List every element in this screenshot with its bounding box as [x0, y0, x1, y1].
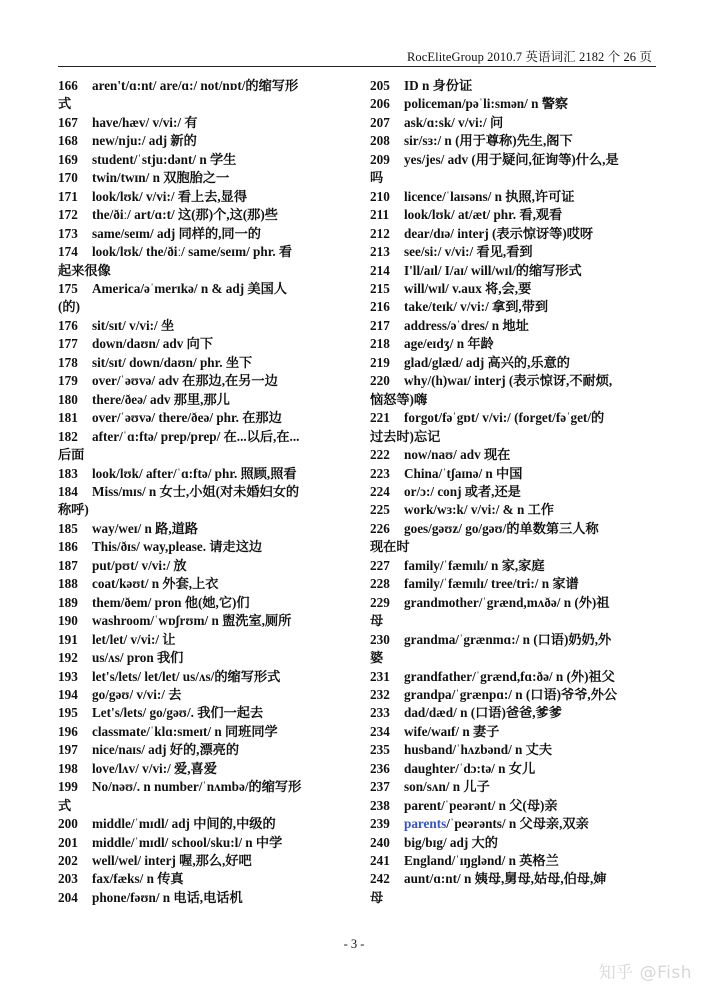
- vocab-entry: [370, 151, 662, 188]
- entry-number: 177: [58, 336, 78, 352]
- entry-text: way/weɪ/ n 路,道路: [92, 520, 198, 536]
- entry-number: 179: [58, 373, 78, 389]
- vocab-entry: [58, 834, 350, 852]
- entry-number: 224: [370, 483, 390, 499]
- entry-number: 207: [370, 114, 390, 130]
- entry-text: parents/ˈpeərənts/ n 父母亲,双亲: [404, 816, 589, 832]
- entry-text: sir/sɜ:/ n (用于尊称)先生,阁下: [404, 133, 573, 149]
- entry-number: 195: [58, 705, 78, 721]
- vocab-entry: [58, 169, 350, 187]
- entry-text: why/(h)waɪ/ interj (表示惊讶,不耐烦,: [404, 373, 613, 389]
- vocab-entry: [370, 760, 662, 778]
- entry-text: middle/ˈmɪdl/ adj 中间的,中级的: [92, 816, 276, 832]
- entry-text: age/eɪdʒ/ n 年龄: [404, 336, 494, 352]
- entry-text: coat/kəʊt/ n 外套,上衣: [92, 576, 219, 592]
- vocab-entry: [370, 557, 662, 575]
- entry-text: now/naʊ/ adv 现在: [404, 447, 511, 463]
- entry-number: 222: [370, 447, 390, 463]
- vocab-entry: [58, 870, 350, 888]
- right-column: [370, 77, 662, 907]
- page-header: [58, 46, 656, 67]
- vocab-entry: [58, 557, 350, 575]
- entry-text: will/wɪl/ v.aux 将,会,要: [404, 280, 532, 296]
- watermark: 知乎 @Fish: [598, 963, 692, 983]
- entry-text: licence/ˈlaɪsəns/ n 执照,许可证: [404, 188, 575, 204]
- entry-continuation: 母: [370, 613, 384, 629]
- entry-text: phone/fəʊn/ n 电话,电话机: [92, 889, 243, 905]
- entry-text: grandpa/ˈgrænpɑ:/ n (口语)爷爷,外公: [404, 686, 618, 702]
- entry-number: 173: [58, 225, 78, 241]
- entry-number: 219: [370, 354, 390, 370]
- vocab-entry: [370, 834, 662, 852]
- entry-number: 167: [58, 114, 78, 130]
- entry-text: ID n 身份证: [404, 78, 473, 93]
- entry-continuation: 过去时)忘记: [370, 428, 441, 444]
- entry-text: big/bɪg/ adj 大的: [404, 834, 498, 850]
- entry-text: look/lʊk/ at/æt/ phr. 看,观看: [404, 207, 563, 223]
- entry-number: 209: [370, 151, 390, 167]
- entry-text: look/lʊk/ v/vi:/ 看上去,显得: [92, 188, 248, 204]
- entry-text: forgot/fəˈgɒt/ v/vi:/ (forget/fəˈget/的: [404, 410, 605, 426]
- vocab-entry: [58, 668, 350, 686]
- entry-text: nice/naɪs/ adj 好的,漂亮的: [92, 742, 240, 758]
- entry-number: 205: [370, 78, 390, 93]
- entry-text: over/ˈəʊvə/ adv 在那边,在另一边: [92, 373, 278, 389]
- entry-number: 211: [370, 207, 390, 223]
- entry-text: look/lʊk/ the/ðiː/ same/seɪm/ phr. 看: [92, 244, 293, 260]
- entry-text: go/gəʊ/ v/vi:/ 去: [92, 686, 182, 702]
- vocab-entry: [370, 262, 662, 280]
- entry-number: 194: [58, 686, 78, 702]
- vocab-entry: [58, 483, 350, 520]
- vocab-entry: [58, 649, 350, 667]
- entry-number: 188: [58, 576, 78, 592]
- entry-number: 187: [58, 557, 78, 573]
- vocab-entry: [370, 631, 662, 668]
- entry-number: 200: [58, 816, 78, 832]
- entry-continuation: 后面: [58, 447, 85, 463]
- entry-number: 198: [58, 760, 78, 776]
- vocab-entry: [370, 298, 662, 316]
- entry-text: family/ˈfæmɪlɪ/ n 家,家庭: [404, 557, 545, 573]
- vocab-entry: [370, 280, 662, 298]
- entry-number: 220: [370, 373, 390, 389]
- entry-text: Miss/mɪs/ n 女士,小姐(对未婚妇女的: [92, 483, 300, 499]
- entry-number: 233: [370, 705, 390, 721]
- entry-number: 176: [58, 317, 78, 333]
- entry-number: 242: [370, 871, 390, 887]
- vocab-entry: [370, 317, 662, 335]
- entry-text: washroom/ˈwɒʃrʊm/ n 盥洗室,厕所: [92, 613, 292, 629]
- entry-number: 231: [370, 668, 390, 684]
- vocab-entry: [58, 594, 350, 612]
- vocab-entry: [370, 95, 662, 113]
- vocab-entry: [370, 815, 662, 833]
- entry-continuation: 现在时: [370, 539, 410, 555]
- vocab-entry: [370, 797, 662, 815]
- entry-number: 171: [58, 188, 78, 204]
- entry-number: 212: [370, 225, 390, 241]
- vocab-entry: [370, 704, 662, 722]
- entry-number: 232: [370, 686, 390, 702]
- entry-number: 238: [370, 797, 390, 813]
- vocab-entry: [58, 631, 350, 649]
- vocab-entry: [58, 723, 350, 741]
- entry-text: goes/gəʊz/ go/gəʊ/的单数第三人称: [404, 520, 599, 536]
- entry-text: work/wɜ:k/ v/vi:/ & n 工作: [404, 502, 554, 518]
- entry-number: 216: [370, 299, 390, 315]
- entry-text: have/hæv/ v/vi:/ 有: [92, 114, 198, 130]
- entry-text: sit/sɪt/ v/vi:/ 坐: [92, 317, 175, 333]
- entry-text: grandma/ˈgrænmɑ:/ n (口语)奶奶,外: [404, 631, 612, 647]
- entry-number: 217: [370, 317, 390, 333]
- vocab-entry: [58, 815, 350, 833]
- entry-number: 241: [370, 853, 390, 869]
- entry-number: 174: [58, 244, 78, 260]
- entry-text: after/ˈɑ:ftə/ prep/prep/ 在...以后,在...: [92, 428, 300, 444]
- entry-number: 223: [370, 465, 390, 481]
- entry-number: 186: [58, 539, 78, 555]
- entry-text: over/ˈəʊvə/ there/ðeə/ phr. 在那边: [92, 410, 282, 426]
- vocab-entry: [370, 465, 662, 483]
- vocab-entry: [370, 335, 662, 353]
- vocab-entry: [58, 243, 350, 280]
- entry-text: look/lʊk/ after/ˈɑ:ftə/ phr. 照顾,照看: [92, 465, 297, 481]
- entry-number: 213: [370, 244, 390, 260]
- vocab-entry: [58, 151, 350, 169]
- entry-number: 180: [58, 391, 78, 407]
- entry-text: address/əˈdres/ n 地址: [404, 317, 529, 333]
- vocab-entry: [58, 206, 350, 224]
- entry-number: 191: [58, 631, 78, 647]
- entry-text: dad/dæd/ n (口语)爸爸,爹爹: [404, 705, 562, 721]
- entry-continuation: 起来很像: [58, 262, 111, 278]
- vocab-entry: [58, 77, 350, 114]
- vocab-entry: [58, 372, 350, 390]
- entry-text: sit/sɪt/ down/daʊn/ phr. 坐下: [92, 354, 253, 370]
- header-text: RocEliteGroup 2010.7 英语词汇 2182 个 26 页: [406, 50, 652, 64]
- entry-text: let's/lets/ let/let/ us/ʌs/的缩写形式: [92, 668, 281, 684]
- entry-continuation: 婆: [370, 650, 384, 666]
- entry-text: see/si:/ v/vi:/ 看见,看到: [404, 244, 533, 260]
- vocab-entry: [58, 280, 350, 317]
- entry-number: 183: [58, 465, 78, 481]
- vocab-entry: [370, 132, 662, 150]
- entry-number: 166: [58, 78, 78, 93]
- vocab-entry: [58, 741, 350, 759]
- vocab-entry: [58, 225, 350, 243]
- vocab-entry: [58, 852, 350, 870]
- entry-number: 182: [58, 428, 78, 444]
- entry-number: 227: [370, 557, 390, 573]
- entry-text: This/ðɪs/ way,please. 请走这边: [92, 539, 263, 555]
- entry-continuation: 称呼): [58, 502, 89, 518]
- vocab-entry: [370, 668, 662, 686]
- entry-number: 225: [370, 502, 390, 518]
- entry-number: 208: [370, 133, 390, 149]
- vocab-entry: [370, 354, 662, 372]
- vocab-entry: [58, 686, 350, 704]
- entry-text: China/ˈtʃaɪnə/ n 中国: [404, 465, 523, 481]
- entry-text: us/ʌs/ pron 我们: [92, 650, 184, 666]
- entry-text: policeman/pəˈli:smən/ n 警察: [404, 96, 569, 112]
- vocab-entry: [370, 594, 662, 631]
- vocab-entry: [370, 446, 662, 464]
- entry-number: 178: [58, 354, 78, 370]
- vocab-entry: [370, 409, 662, 446]
- entry-number: 206: [370, 96, 390, 112]
- entry-continuation: 式: [58, 96, 72, 112]
- vocab-entry: [58, 132, 350, 150]
- entry-number: 218: [370, 336, 390, 352]
- vocab-entry: [370, 188, 662, 206]
- entry-number: 192: [58, 650, 78, 666]
- left-column: [58, 77, 350, 907]
- entry-text: them/ðem/ pron 他(她,它)们: [92, 594, 250, 610]
- page-number: - 3 -: [343, 937, 365, 951]
- entry-number: 214: [370, 262, 390, 278]
- entry-text: classmate/ˈklɑ:smeɪt/ n 同班同学: [92, 723, 278, 739]
- vocab-entry: [370, 243, 662, 261]
- entry-text: husband/ˈhʌzbənd/ n 丈夫: [404, 742, 553, 758]
- entry-number: 228: [370, 576, 390, 592]
- entry-text: son/sʌn/ n 儿子: [404, 779, 490, 795]
- entry-number: 184: [58, 483, 78, 499]
- entry-number: 170: [58, 170, 78, 186]
- vocab-entry: [58, 335, 350, 353]
- entry-number: 210: [370, 188, 390, 204]
- vocab-entry: [58, 317, 350, 335]
- entry-number: 235: [370, 742, 390, 758]
- entry-number: 168: [58, 133, 78, 149]
- entry-number: 202: [58, 853, 78, 869]
- entry-number: 215: [370, 280, 390, 296]
- vocab-entry: [370, 114, 662, 132]
- entry-number: 240: [370, 834, 390, 850]
- entry-text: England/ˈɪŋglənd/ n 英格兰: [404, 853, 559, 869]
- entry-text: grandfather/ˈgrænd,fɑ:ðə/ n (外)祖父: [404, 668, 615, 684]
- vocab-entry: [58, 409, 350, 427]
- entry-number: 185: [58, 520, 78, 536]
- vocab-entry: [370, 741, 662, 759]
- entry-text: the/ðiː/ art/ɑ:t/ 这(那)个,这(那)些: [92, 207, 278, 223]
- entry-text: well/wel/ interj 喔,那么,好吧: [92, 853, 252, 869]
- entry-number: 236: [370, 760, 390, 776]
- entry-number: 234: [370, 723, 390, 739]
- entry-continuation: 母: [370, 889, 384, 905]
- vocab-entry: [370, 852, 662, 870]
- entry-text: fax/fæks/ n 传真: [92, 871, 184, 887]
- vocab-entry: [370, 686, 662, 704]
- entry-text: I'll/aɪl/ I/aɪ/ will/wɪl/的缩写形式: [404, 262, 582, 278]
- vocab-entry: [58, 704, 350, 722]
- entry-number: 226: [370, 520, 390, 536]
- entry-text: America/əˈmerɪkə/ n & adj 美国人: [92, 280, 287, 296]
- vocab-entry: [58, 760, 350, 778]
- entry-number: 239: [370, 816, 390, 832]
- vocab-entry: [370, 870, 662, 907]
- vocab-entry: [370, 206, 662, 224]
- vocab-entry: [58, 188, 350, 206]
- entry-text: ask/ɑ:sk/ v/vi:/ 问: [404, 114, 504, 130]
- entry-text: put/pʊt/ v/vi:/ 放: [92, 557, 187, 573]
- vocab-entry: [370, 372, 662, 409]
- entry-text: new/nju:/ adj 新的: [92, 133, 197, 149]
- entry-text: there/ðeə/ adv 那里,那儿: [92, 391, 230, 407]
- vocab-entry: [58, 114, 350, 132]
- entry-number: 189: [58, 594, 78, 610]
- vocab-entry: [58, 391, 350, 409]
- vocab-entry: [58, 538, 350, 556]
- entry-text: grandmother/ˈgrænd,mʌðə/ n (外)祖: [404, 594, 610, 610]
- vocab-entry: [370, 225, 662, 243]
- entry-continuation: 恼怒等)嗨: [370, 391, 428, 407]
- entry-text: family/ˈfæmɪlɪ/ tree/tri:/ n 家谱: [404, 576, 579, 592]
- entry-text: wife/waɪf/ n 妻子: [404, 723, 500, 739]
- entry-number: 175: [58, 280, 78, 296]
- vocab-entry: [58, 354, 350, 372]
- entry-number: 197: [58, 742, 78, 758]
- entry-continuation: (的): [58, 299, 80, 315]
- entry-text: daughter/ˈdɔ:tə/ n 女儿: [404, 760, 536, 776]
- vocab-entry: [370, 501, 662, 519]
- entry-number: 169: [58, 151, 78, 167]
- vocab-entry: [370, 483, 662, 501]
- vocab-entry: [58, 428, 350, 465]
- vocab-entry: [58, 889, 350, 907]
- entry-number: 190: [58, 613, 78, 629]
- entry-text: down/daʊn/ adv 向下: [92, 336, 214, 352]
- entry-number: 199: [58, 779, 78, 795]
- entry-number: 237: [370, 779, 390, 795]
- vocab-entry: [370, 778, 662, 796]
- entry-text: yes/jes/ adv (用于疑问,征询等)什么,是: [404, 151, 619, 167]
- vocab-entry: [58, 778, 350, 815]
- entry-text: parent/ˈpeərənt/ n 父(母)亲: [404, 797, 558, 813]
- vocab-entry: [370, 723, 662, 741]
- entry-text: twin/twɪn/ n 双胞胎之一: [92, 170, 230, 186]
- entry-number: 201: [58, 834, 78, 850]
- entry-number: 172: [58, 207, 78, 223]
- entry-number: 221: [370, 410, 390, 426]
- entry-number: 229: [370, 594, 390, 610]
- entry-number: 203: [58, 871, 78, 887]
- entry-continuation: 吗: [370, 170, 384, 186]
- entry-number: 193: [58, 668, 78, 684]
- entry-text: same/seɪm/ adj 同样的,同一的: [92, 225, 261, 241]
- entry-text: No/nəʊ/. n number/ˈnʌmbə/的缩写形: [92, 779, 302, 795]
- entry-text: student/ˈstju:dənt/ n 学生: [92, 151, 237, 167]
- vocab-entry: [58, 465, 350, 483]
- entry-number: 204: [58, 889, 78, 905]
- vocab-entry: [370, 575, 662, 593]
- entry-text: or/ɔ:/ conj 或者,还是: [404, 483, 521, 499]
- entry-number: 181: [58, 410, 78, 426]
- entry-number: 196: [58, 723, 78, 739]
- entry-text: take/teɪk/ v/vi:/ 拿到,带到: [404, 299, 549, 315]
- entry-text: aren't/ɑ:nt/ are/ɑ:/ not/nɒt/的缩写形: [92, 78, 299, 93]
- vocab-entry: [370, 520, 662, 557]
- vocab-entry: [58, 575, 350, 593]
- entry-text: middle/ˈmɪdl/ school/sku:l/ n 中学: [92, 834, 283, 850]
- entry-text: Let's/lets/ go/gəʊ/. 我们一起去: [92, 705, 264, 721]
- entry-text: let/let/ v/vi:/ 让: [92, 631, 176, 647]
- entry-number: 230: [370, 631, 390, 647]
- vocab-entry: [370, 77, 662, 95]
- vocab-entry: [58, 520, 350, 538]
- entry-continuation: 式: [58, 797, 72, 813]
- vocab-entry: [58, 612, 350, 630]
- entry-text: aunt/ɑ:nt/ n 姨母,舅母,姑母,伯母,婶: [404, 871, 607, 887]
- entry-text: glad/glæd/ adj 高兴的,乐意的: [404, 354, 570, 370]
- entry-text: love/lʌv/ v/vi:/ 爱,喜爱: [92, 760, 217, 776]
- entry-text: dear/dɪə/ interj (表示惊讶等)哎呀: [404, 225, 594, 241]
